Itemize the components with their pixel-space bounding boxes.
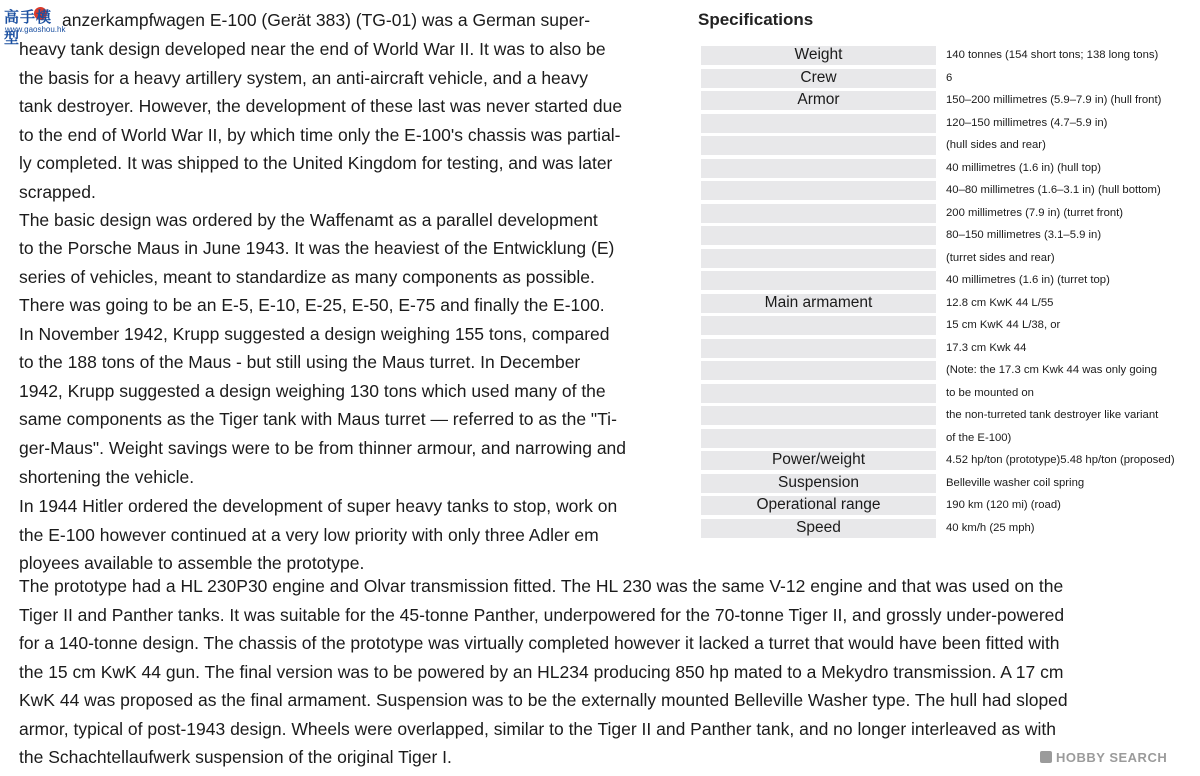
spec-value: 190 km (120 mi) (road) (946, 499, 1061, 511)
article-line: same components as the Tiger tank with Maus turret — referred to as the "Ti- (19, 409, 617, 429)
article-line: ly completed. It was shipped to the United Kingdom for testing, and was later (19, 153, 613, 173)
spec-value: 40–80 millimetres (1.6–3.1 in) (hull bottom) (946, 184, 1161, 196)
article-line: to the end of World War II, by which time only the E-100's chassis was partial- (19, 125, 621, 145)
article-line: shortening the vehicle. (19, 467, 195, 487)
spec-label-cell (701, 316, 936, 335)
article-line: 1942, Krupp suggested a design weighing 130 tons which used many of the (19, 381, 606, 401)
spec-row (698, 179, 1188, 199)
article-line: armor, typical of post-1943 design. Wheels were overlapped, similar to the Tiger II and Panther tank, and no longer interleaved as with (19, 719, 1056, 739)
spec-value: 40 millimetres (1.6 in) (turret top) (946, 274, 1110, 286)
spec-value: 150–200 millimetres (5.9–7.9 in) (hull front) (946, 94, 1162, 106)
spec-row (698, 292, 1188, 312)
spec-row (698, 224, 1188, 244)
article-line: the Schachtellaufwerk suspension of the original Tiger I. (19, 747, 452, 767)
spec-value: 17.3 cm Kwk 44 (946, 341, 1027, 354)
article-line: scrapped. (19, 182, 96, 202)
spec-row (698, 494, 1188, 514)
spec-label-cell (701, 429, 936, 448)
spec-label: Operational range (756, 496, 881, 513)
spec-row (698, 202, 1188, 222)
article-line: In 1944 Hitler ordered the development of super heavy tanks to stop, work on (19, 496, 618, 516)
spec-row (698, 314, 1188, 334)
spec-label-cell (701, 249, 936, 268)
spec-value: 6 (946, 71, 953, 84)
spec-row (698, 269, 1188, 289)
spec-value: 40 millimetres (1.6 in) (hull top) (946, 161, 1102, 174)
specs-title: Specifications (698, 10, 814, 29)
spec-value: 80–150 millimetres (3.1–5.9 in) (946, 229, 1102, 241)
spec-value: Belleville washer coil spring (946, 476, 1085, 489)
watermark-url: www.gaoshou.hk (5, 25, 66, 34)
spec-label: Weight (794, 46, 843, 63)
spec-row (698, 247, 1188, 267)
spec-value: 200 millimetres (7.9 in) (turret front) (946, 206, 1124, 219)
article-line: The basic design was ordered by the Waffenamt as a parallel development (19, 210, 598, 230)
article-line: ployees available to assemble the prototype. (19, 553, 365, 573)
spec-value: 120–150 millimetres (4.7–5.9 in) (946, 116, 1108, 129)
spec-label: Speed (796, 518, 841, 536)
spec-label-cell (701, 159, 936, 178)
article-line: to the 188 tons of the Maus - but still using the Maus turret. In December (19, 352, 581, 372)
spec-label-cell (701, 406, 936, 425)
spec-label-cell (701, 339, 936, 358)
spec-value: 40 km/h (25 mph) (946, 521, 1035, 534)
article-line: There was going to be an E-5, E-10, E-25, E-50, E-75 and finally the E-100. (19, 295, 605, 315)
spec-value: (turret sides and rear) (946, 251, 1055, 264)
article-line: tank destroyer. However, the development of these last was never started due (19, 96, 623, 116)
hobby-search-mark-icon (1040, 751, 1052, 763)
spec-label-cell (701, 136, 936, 155)
spec-label-cell (701, 384, 936, 403)
hobby-search-logo (1040, 750, 1167, 765)
spec-label: Main armament (764, 293, 873, 311)
spec-value: 12.8 cm KwK 44 L/55 (946, 296, 1054, 309)
article-line: the 15 cm KwK 44 gun. The final version was to be powered by an HL234 producing 850 hp mated to a Mekydro transmission. A 17 cm (19, 662, 1064, 682)
article-line: KwK 44 was proposed as the final armament. Suspension was to be the externally mounted Belleville Washer type. The hull had sloped (19, 690, 1068, 710)
article-line: heavy tank design developed near the end of World War II. It was to also be (19, 39, 606, 59)
spec-label-cell (701, 226, 936, 245)
article-line: the basis for a heavy artillery system, an anti-aircraft vehicle, and a heavy (19, 68, 589, 88)
spec-row (698, 404, 1188, 424)
spec-row (698, 359, 1188, 379)
article-line: In November 1942, Krupp suggested a design weighing 155 tons, compared (19, 324, 610, 344)
spec-row (698, 134, 1188, 154)
spec-row (698, 427, 1188, 447)
specs-table (698, 40, 1188, 545)
spec-row (698, 517, 1188, 537)
spec-row (698, 112, 1188, 132)
spec-label-cell (701, 361, 936, 380)
spec-value: (Note: the 17.3 cm Kwk 44 was only going (946, 364, 1157, 376)
site-watermark-logo (4, 6, 66, 47)
spec-value: the non-turreted tank destroyer like variant (946, 409, 1159, 421)
spec-label: Suspension (777, 473, 859, 491)
spec-row (698, 44, 1188, 64)
footer-brand: HOBBY SEARCH (1056, 750, 1168, 765)
spec-row (698, 472, 1188, 492)
spec-row (698, 382, 1188, 402)
spec-value: (hull sides and rear) (946, 139, 1046, 151)
spec-value: 4.52 hp/ton (prototype)5.48 hp/ton (proposed) (946, 454, 1175, 466)
spec-value: 140 tonnes (154 short tons; 138 long tons) (946, 49, 1159, 61)
article-line: for a 140-tonne design. The chassis of the prototype was virtually completed however it lacked a turret that would have been fitted with (19, 633, 1060, 653)
article-line: The prototype had a HL 230P30 engine and Olvar transmission fitted. The HL 230 was the same V-12 engine and that was used on the (19, 576, 1064, 596)
spec-row (698, 449, 1188, 469)
spec-row (698, 337, 1188, 357)
spec-row (698, 157, 1188, 177)
spec-label-cell (701, 181, 936, 200)
spec-value: 15 cm KwK 44 L/38, or (946, 319, 1061, 331)
spec-label-cell (701, 114, 936, 133)
spec-row (698, 67, 1188, 87)
spec-label-cell (701, 204, 936, 223)
spec-label: Armor (797, 91, 840, 108)
article-line: Tiger II and Panther tanks. It was suitable for the 45-tonne Panther, underpowered for the 70-tonne Tiger II, and grossly under-powered (19, 605, 1065, 625)
spec-value: of the E-100) (946, 431, 1012, 444)
spec-label: Power/weight (771, 451, 866, 468)
article-line: series of vehicles, meant to standardize as many components as possible. (19, 267, 595, 287)
spec-row (698, 89, 1188, 109)
article-line: anzerkampfwagen E-100 (Gerät 383) (TG-01) was a German super- (62, 10, 591, 30)
watermark-title: 高手模型 (4, 9, 53, 47)
spec-value: to be mounted on (946, 386, 1034, 399)
article-line: the E-100 however continued at a very low priority with only three Adler em (19, 525, 599, 545)
article-line: to the Porsche Maus in June 1943. It was the heaviest of the Entwicklung (E) (19, 238, 615, 258)
spec-label-cell (701, 271, 936, 290)
article-line: ger-Maus". Weight savings were to be from thinner armour, and narrowing and (19, 438, 627, 458)
spec-label: Crew (800, 68, 837, 86)
